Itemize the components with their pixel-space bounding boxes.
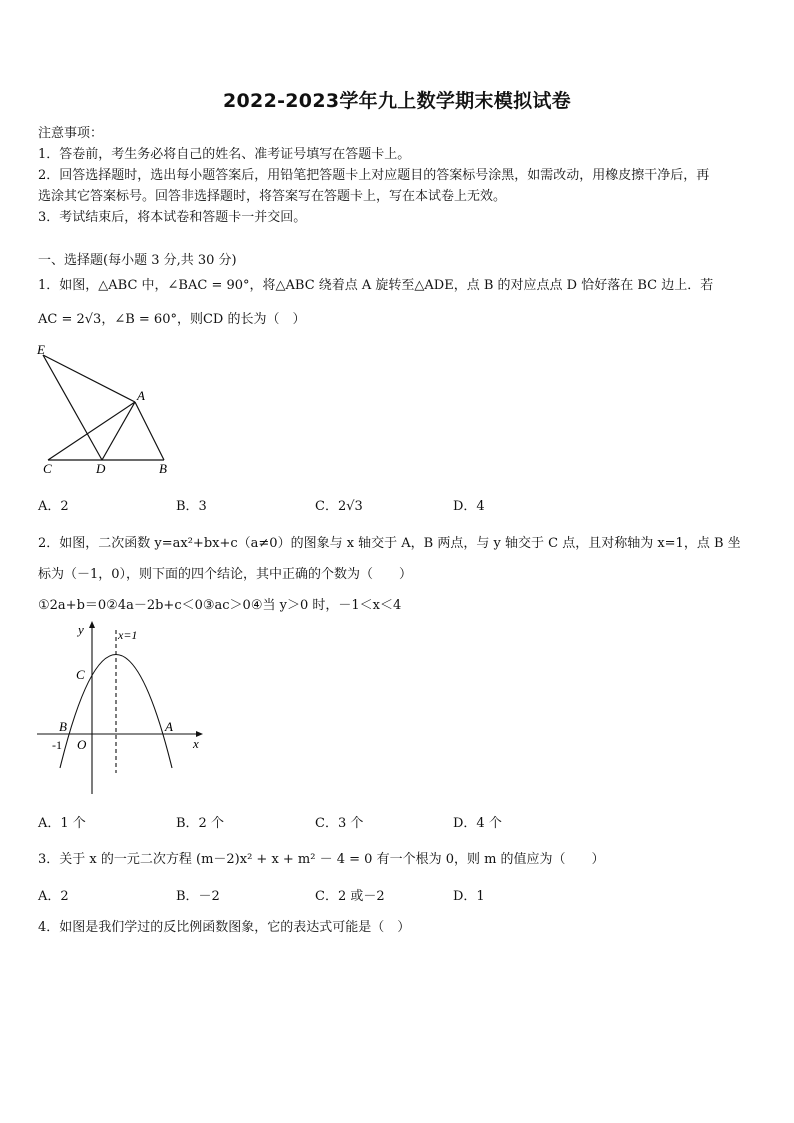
q3-option-b: B．－2	[176, 889, 220, 904]
q4-text: 4．如图是我们学过的反比例函数图象，它的表达式可能是（ ）	[38, 920, 411, 935]
q2-parabola-figure	[30, 618, 210, 798]
label-C: C	[76, 667, 85, 682]
label-neg1: -1	[52, 738, 62, 752]
segment-AD	[102, 402, 135, 460]
notice-item-2: 2．回答选择题时，选出每小题答案后，用铅笔把答题卡上对应题目的答案标号涂黑，如需改动，用橡皮擦干净后，再	[38, 168, 710, 183]
q1-text-line1: 1．如图，△ABC 中，∠BAC = 90°，将△ABC 绕着点 A 旋转至△ADE，点 B 的对应点点 D 恰好落在 BC 边上．若	[38, 278, 714, 293]
label-C: C	[43, 461, 52, 476]
label-x: x	[193, 736, 199, 751]
q2-conclusions: ①2a+b＝0②4a－2b+c＜0③ac＞0④当 y＞0 时，－1＜x＜4	[38, 598, 402, 613]
q2-text-line2: 标为（－1，0），则下面的四个结论，其中正确的个数为（ ）	[38, 567, 413, 582]
label-B: B	[159, 461, 167, 476]
q1-text-line2: AC = 2√3，∠B = 60°，则CD 的长为（ ）	[38, 312, 306, 327]
q1-option-a: A．2	[38, 499, 69, 514]
q2-option-d: D．4 个	[453, 816, 502, 831]
notice-item-1: 1．答卷前，考生务必将自己的姓名、准考证号填写在答题卡上。	[38, 147, 411, 162]
label-axis-x1: x=1	[118, 628, 138, 642]
q2-option-a: A．1 个	[38, 816, 86, 831]
label-B: B	[59, 719, 67, 734]
segment-AC	[48, 402, 135, 460]
q2-option-b: B．2 个	[176, 816, 224, 831]
q3-option-a: A．2	[38, 889, 69, 904]
notice-item-2-cont: 选涂其它答案标号。回答非选择题时，将答案写在答题卡上，写在本试卷上无效。	[38, 189, 507, 204]
q2-option-c: C．3 个	[315, 816, 364, 831]
label-O: O	[77, 737, 87, 752]
label-y: y	[78, 622, 84, 637]
label-D: D	[96, 461, 106, 476]
q3-text: 3．关于 x 的一元二次方程 (m－2)x² + x + m² － 4 = 0 有一个根为 0，则 m 的值应为（ ）	[38, 852, 605, 867]
q1-option-c: C．2√3	[315, 499, 363, 514]
notice-heading: 注意事项：	[38, 126, 104, 141]
label-A: A	[165, 719, 173, 734]
label-A: A	[137, 388, 145, 403]
section-heading: 一、选择题(每小题 3 分,共 30 分)	[38, 253, 237, 268]
q3-option-d: D．1	[453, 889, 485, 904]
q1-triangle-figure	[30, 340, 180, 480]
label-E: E	[37, 342, 45, 357]
y-axis-arrow	[89, 621, 95, 628]
page-title: 2022-2023学年九上数学期末模拟试卷	[223, 90, 571, 112]
q1-option-b: B．3	[176, 499, 207, 514]
q3-option-c: C．2 或－2	[315, 889, 385, 904]
segment-AB	[135, 402, 164, 460]
q1-option-d: D．4	[453, 499, 485, 514]
q2-text-line1: 2．如图，二次函数 y=ax²+bx+c（a≠0）的图象与 x 轴交于 A，B 两点，与 y 轴交于 C 点，且对称轴为 x=1，点 B 坐	[38, 536, 741, 551]
notice-item-3: 3．考试结束后，将本试卷和答题卡一并交回。	[38, 210, 307, 225]
